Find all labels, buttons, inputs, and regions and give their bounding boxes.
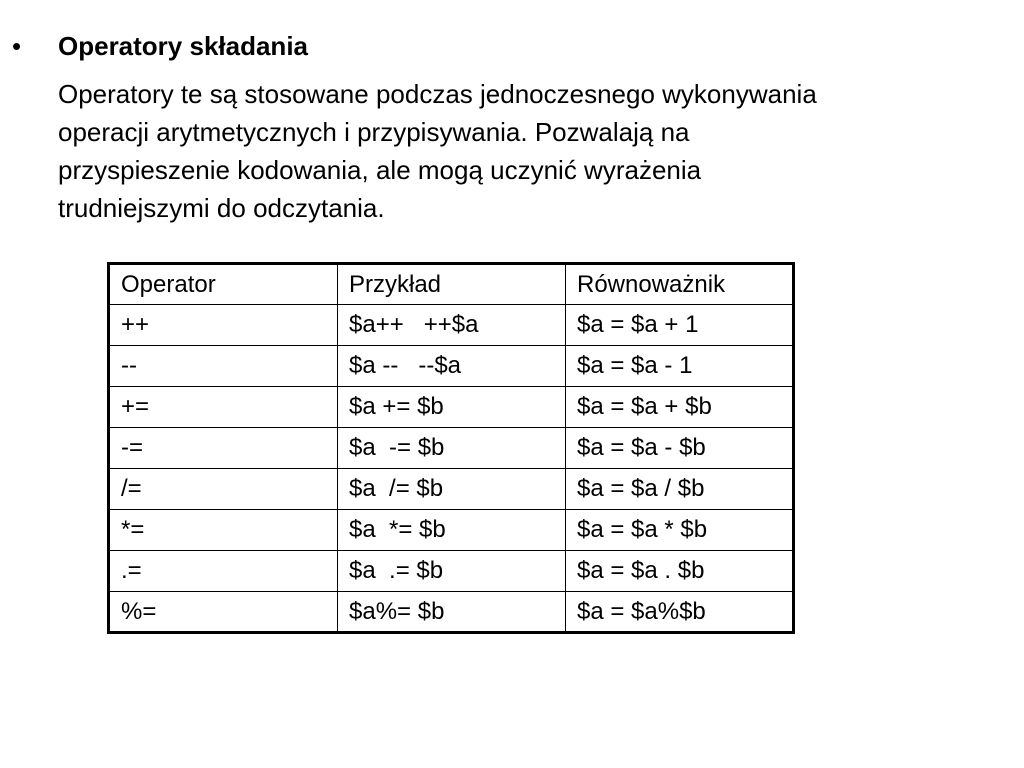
table-row — [109, 387, 794, 428]
cell-example: $a /= $b — [338, 469, 566, 510]
cell-example: $a *= $b — [338, 510, 566, 551]
operators-table — [107, 262, 795, 634]
paragraph-line: trudniejszymi do odczytania. — [58, 193, 385, 223]
header-equivalent: Równoważnik — [566, 264, 794, 305]
cell-equivalent: $a = $a * $b — [566, 510, 794, 551]
cell-example: $a -= $b — [338, 428, 566, 469]
cell-equivalent: $a = $a . $b — [566, 551, 794, 592]
cell-example: $a += $b — [338, 387, 566, 428]
table-row — [109, 305, 794, 346]
table-row — [109, 346, 794, 387]
cell-operator: -= — [109, 428, 338, 469]
cell-operator: %= — [109, 592, 338, 633]
table-row — [109, 510, 794, 551]
cell-example: $a -- --$a — [338, 346, 566, 387]
cell-operator: .= — [109, 551, 338, 592]
table-row — [109, 551, 794, 592]
cell-example: $a .= $b — [338, 551, 566, 592]
cell-equivalent: $a = $a%$b — [566, 592, 794, 633]
cell-equivalent: $a = $a + $b — [566, 387, 794, 428]
cell-equivalent: $a = $a - 1 — [566, 346, 794, 387]
header-example: Przykład — [338, 264, 566, 305]
paragraph-line: Operatory te są stosowane podczas jednoczesnego wykonywania — [58, 79, 817, 109]
header-operator: Operator — [109, 264, 338, 305]
cell-equivalent: $a = $a / $b — [566, 469, 794, 510]
section-heading: Operatory składania — [58, 31, 308, 61]
cell-operator: *= — [109, 510, 338, 551]
table-row — [109, 428, 794, 469]
cell-operator: ++ — [109, 305, 338, 346]
table-row — [109, 592, 794, 633]
cell-operator: /= — [109, 469, 338, 510]
bullet-marker: • — [12, 31, 22, 61]
table-row — [109, 469, 794, 510]
description-paragraph — [58, 75, 988, 227]
cell-example: $a++ ++$a — [338, 305, 566, 346]
cell-example: $a%= $b — [338, 592, 566, 633]
cell-operator: += — [109, 387, 338, 428]
paragraph-line: przyspieszenie kodowania, ale mogą uczynić wyrażenia — [58, 155, 702, 185]
cell-operator: -- — [109, 346, 338, 387]
paragraph-line: operacji arytmetycznych i przypisywania. Pozwalają na — [58, 117, 690, 147]
table-header-row — [109, 264, 794, 305]
cell-equivalent: $a = $a - $b — [566, 428, 794, 469]
cell-equivalent: $a = $a + 1 — [566, 305, 794, 346]
